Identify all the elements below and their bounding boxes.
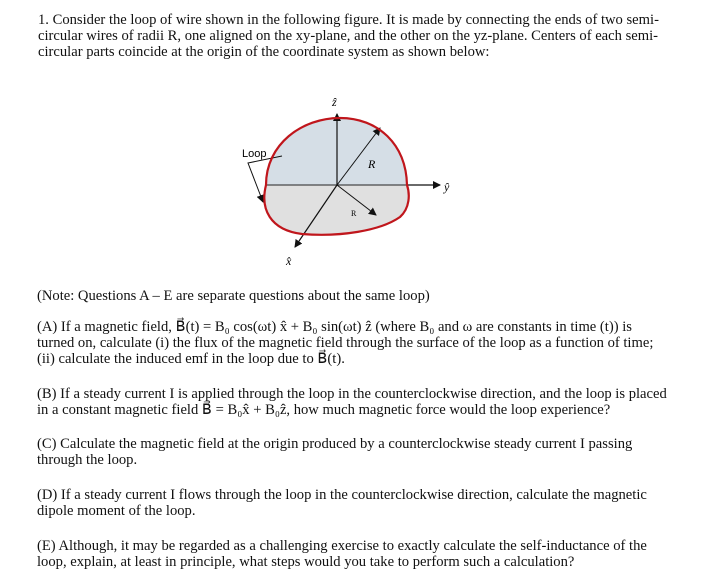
- question-b: [37, 386, 679, 418]
- y-axis-label: ŷ: [444, 180, 450, 194]
- question-a-line-3: (ii) calculate the induced emf in the loop due to B⃗(t).: [37, 351, 345, 368]
- radius-upper-label: R: [368, 157, 376, 171]
- intro-line-1: 1. Consider the loop of wire shown in the following figure. It is made by connecting the ends of two semi-: [38, 12, 659, 28]
- lower-semicircle-surface: [264, 185, 408, 235]
- question-e-line-1: (E) Although, it may be regarded as a challenging exercise to exactly calculate the self-inductance of the: [37, 538, 647, 554]
- radius-lower-label: R: [351, 209, 357, 218]
- loop-label: Loop: [242, 148, 267, 160]
- question-c-line-1: (C) Calculate the magnetic field at the origin produced by a counterclockwise steady current I passing: [37, 436, 633, 452]
- note-text: (Note: Questions A – E are separate questions about the same loop): [37, 288, 430, 304]
- loop-figure: [230, 84, 480, 274]
- question-b-line-1: (B) If a steady current I is applied through the loop in the counterclockwise direction, and the loop is placed: [37, 386, 667, 402]
- intro-line-3: circular parts coincide at the origin of the coordinate system as shown below:: [38, 44, 490, 61]
- question-e-line-2: loop, explain, at least in principle, what steps would you take to perform such a calculation?: [37, 554, 575, 571]
- question-b-line-2: in a constant magnetic field B⃗ = B₀x̂ + B₀ẑ, how much magnetic force would the loop experience?: [37, 402, 611, 419]
- problem-intro: [38, 12, 680, 61]
- z-axis-label: ẑ: [332, 95, 337, 109]
- question-a-line-1: (A) If a magnetic field, B⃗(t) = B₀ cos(ωt) x̂ + B₀ sin(ωt) ẑ (where B₀ and ω are constants in time (t)) is: [37, 319, 632, 335]
- question-d-line-1: (D) If a steady current I flows through the loop in the counterclockwise direction, calculate the magnetic: [37, 487, 647, 503]
- question-c: [37, 436, 679, 468]
- question-d-line-2: dipole moment of the loop.: [37, 503, 196, 520]
- question-e: [37, 538, 679, 570]
- question-d: [37, 487, 679, 519]
- question-a: [37, 319, 679, 368]
- question-a-line-2: turned on, calculate (i) the flux of the magnetic field through the surface of the loop as a function of time;: [37, 335, 654, 352]
- x-axis-label: x̂: [286, 254, 292, 268]
- intro-line-2: circular wires of radii R, one aligned on the xy-plane, and the other on the yz-plane. Centers of each semi-: [38, 28, 659, 45]
- question-c-line-2: through the loop.: [37, 452, 138, 469]
- note: [37, 288, 679, 304]
